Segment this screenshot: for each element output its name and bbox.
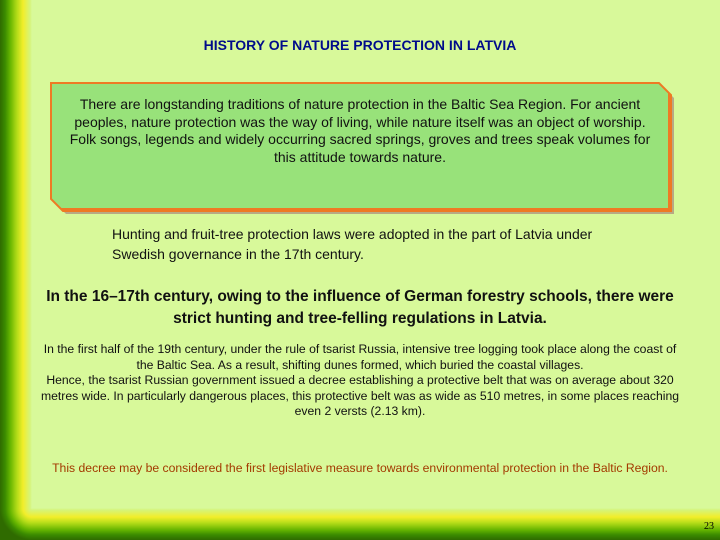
hunting-laws-text: Hunting and fruit-tree protection laws were adopted in the part of Latvia under Swedish governance in the 17th century. — [112, 226, 593, 262]
tree-logging-paragraph: In the first half of the 19th century, under the rule of tsarist Russia, intensive tree logging took place along the coast of the Baltic Sea. As a result, shifting dunes formed, which buried the coastal villages. — [43, 342, 677, 372]
forestry-regulations-text: In the 16–17th century, owing to the influence of German forestry schools, there were strict hunting and tree-felling regulations in Latvia. — [46, 288, 674, 327]
frame-left-border — [0, 0, 32, 540]
frame-corner — [0, 508, 32, 540]
tsarist-russia-section — [34, 342, 686, 420]
page-number: 23 — [704, 521, 714, 532]
frame-bottom-border — [0, 508, 720, 540]
first-legislative-measure-text: This decree may be considered the first legislative measure towards environmental protection in the Baltic Region. — [52, 461, 668, 475]
slide-title: HISTORY OF NATURE PROTECTION IN LATVIA — [203, 37, 517, 53]
protective-belt-paragraph: Hence, the tsarist Russian government issued a decree establishing a protective belt that was on average about 320 metres wide. In particularly dangerous places, this protective belt was as wide as 510 metres, in some places reaching even 2 versts (2.13 km). — [40, 373, 680, 419]
callout-box-text: There are longstanding traditions of nature protection in the Baltic Sea Region. For ancient peoples, nature protection was the way of living, while nature itself was an object of worship. Folk songs, legends and widely occurring sacred springs, groves and trees speak volumes for this attitude towards nature. — [69, 96, 651, 165]
